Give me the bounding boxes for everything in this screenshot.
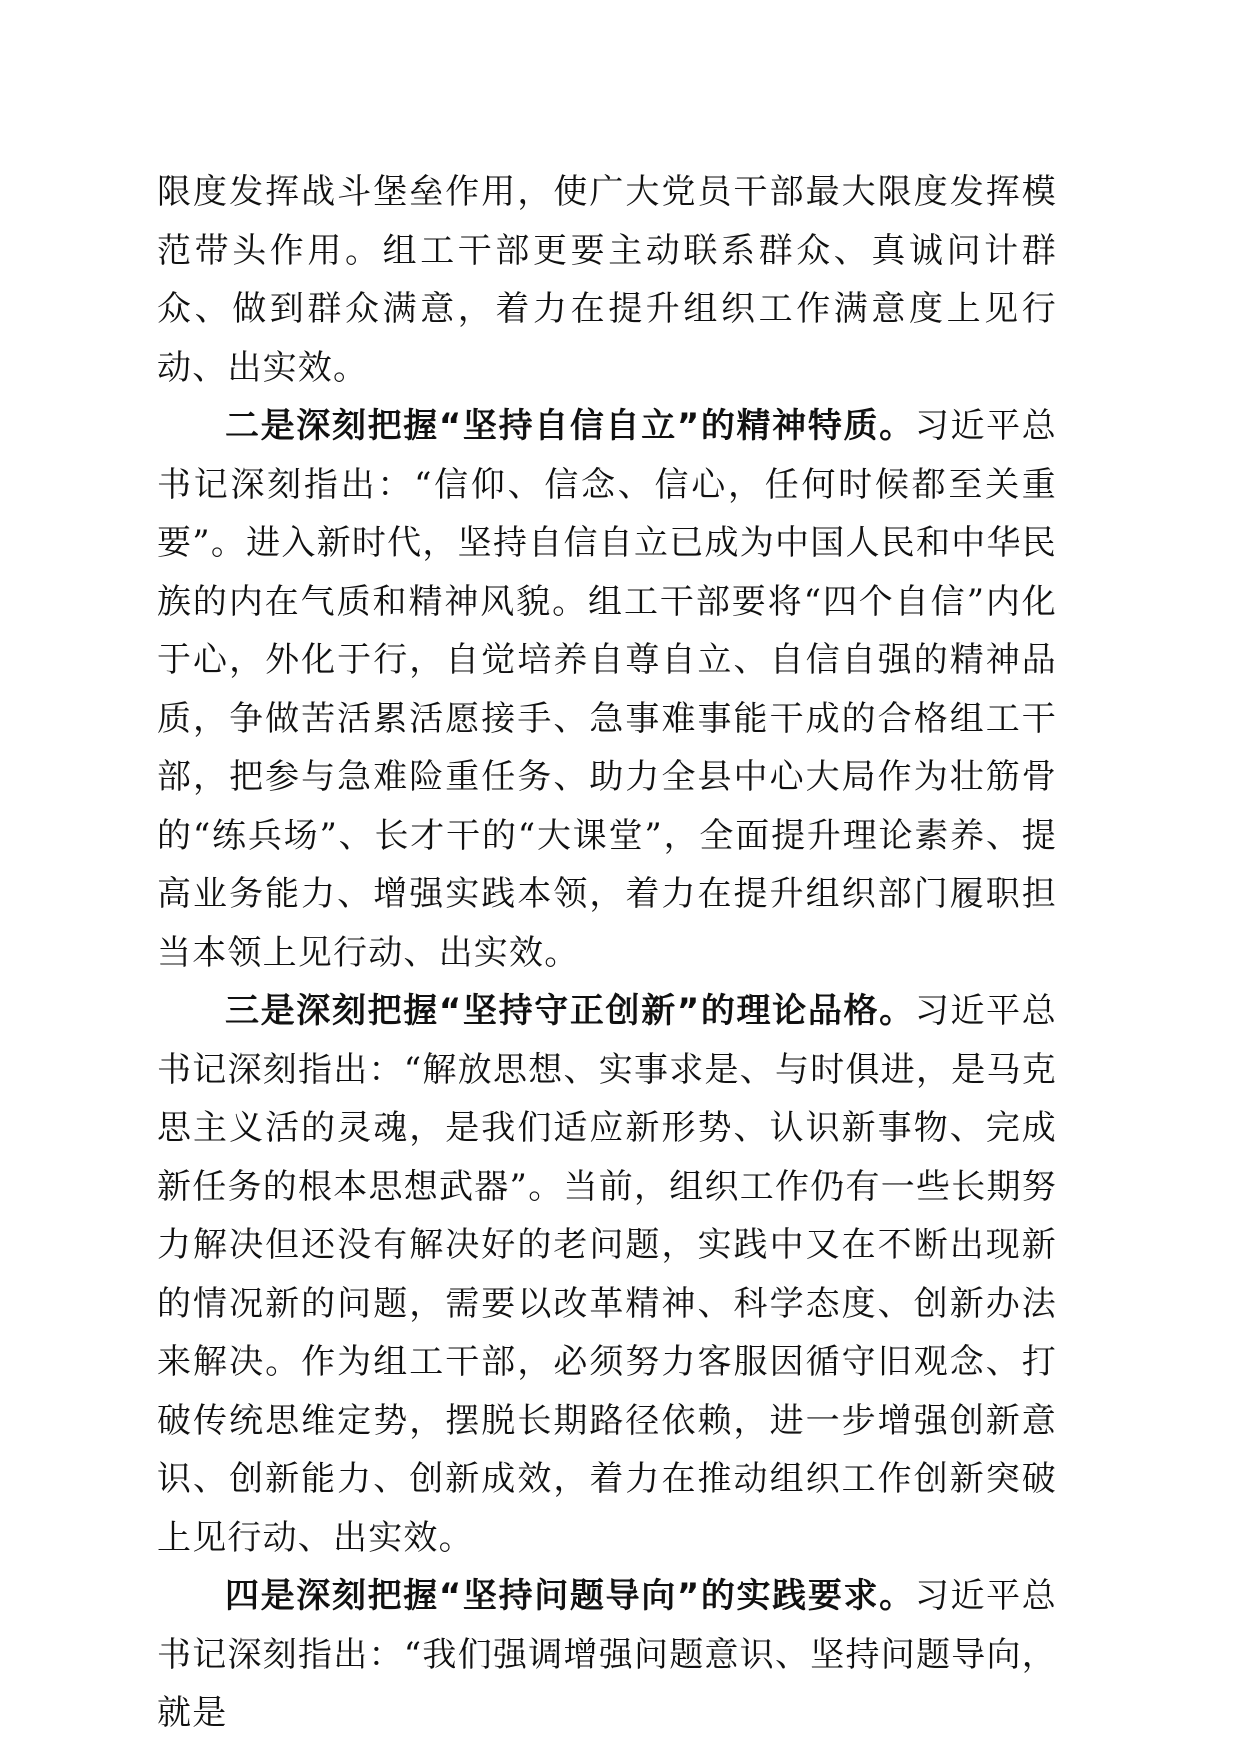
document-page <box>157 163 1057 1743</box>
paragraph-body: 习近平总书记深刻指出：“解放思想、实事求是、与时俱进，是马克思主义活的灵魂，是我们适应新形势、认识新事物、完成新任务的根本思想武器”。当前，组织工作仍有一些长期努力解决但还没有解决好的老问题，实践中又在不断出现新的情况新的问题，需要以改革精神、科学态度、创新办法来解决。作为组工干部，必须努力客服因循守旧观念、打破传统思维定势，摆脱长期路径依赖，进一步增强创新意识、创新能力、创新成效，着力在推动组织工作创新突破上见行动、出实效。 <box>157 991 1057 1558</box>
paragraph-heading: 三是深刻把握“坚持守正创新”的理论品格。 <box>225 991 915 1031</box>
paragraph-body: 限度发挥战斗堡垒作用，使广大党员干部最大限度发挥模范带头作用。组工干部更要主动联系群众、真诚问计群众、做到群众满意，着力在提升组织工作满意度上见行动、出实效。 <box>157 172 1057 388</box>
paragraph-heading: 二是深刻把握“坚持自信自立”的精神特质。 <box>225 406 915 446</box>
paragraph-body: 习近平总书记深刻指出：“我们强调增强问题意识、坚持问题导向，就是 <box>157 1576 1057 1733</box>
paragraph-body: 习近平总书记深刻指出：“信仰、信念、信心，任何时候都至关重要”。进入新时代，坚持自信自立已成为中国人民和中华民族的内在气质和精神风貌。组工干部要将“四个自信”内化于心，外化于行，自觉培养自尊自立、自信自强的精神品质，争做苦活累活愿接手、急事难事能干成的合格组工干部，把参与急难险重任务、助力全县中心大局作为壮筋骨的“练兵场”、长才干的“大课堂”，全面提升理论素养、提高业务能力、增强实践本领，着力在提升组织部门履职担当本领上见行动、出实效。 <box>157 406 1057 973</box>
paragraph-problem-orientation <box>157 1567 1057 1743</box>
paragraph-self-confidence <box>157 397 1057 982</box>
paragraph-continuation <box>157 163 1057 397</box>
paragraph-innovation <box>157 982 1057 1567</box>
paragraph-heading: 四是深刻把握“坚持问题导向”的实践要求。 <box>225 1576 915 1616</box>
